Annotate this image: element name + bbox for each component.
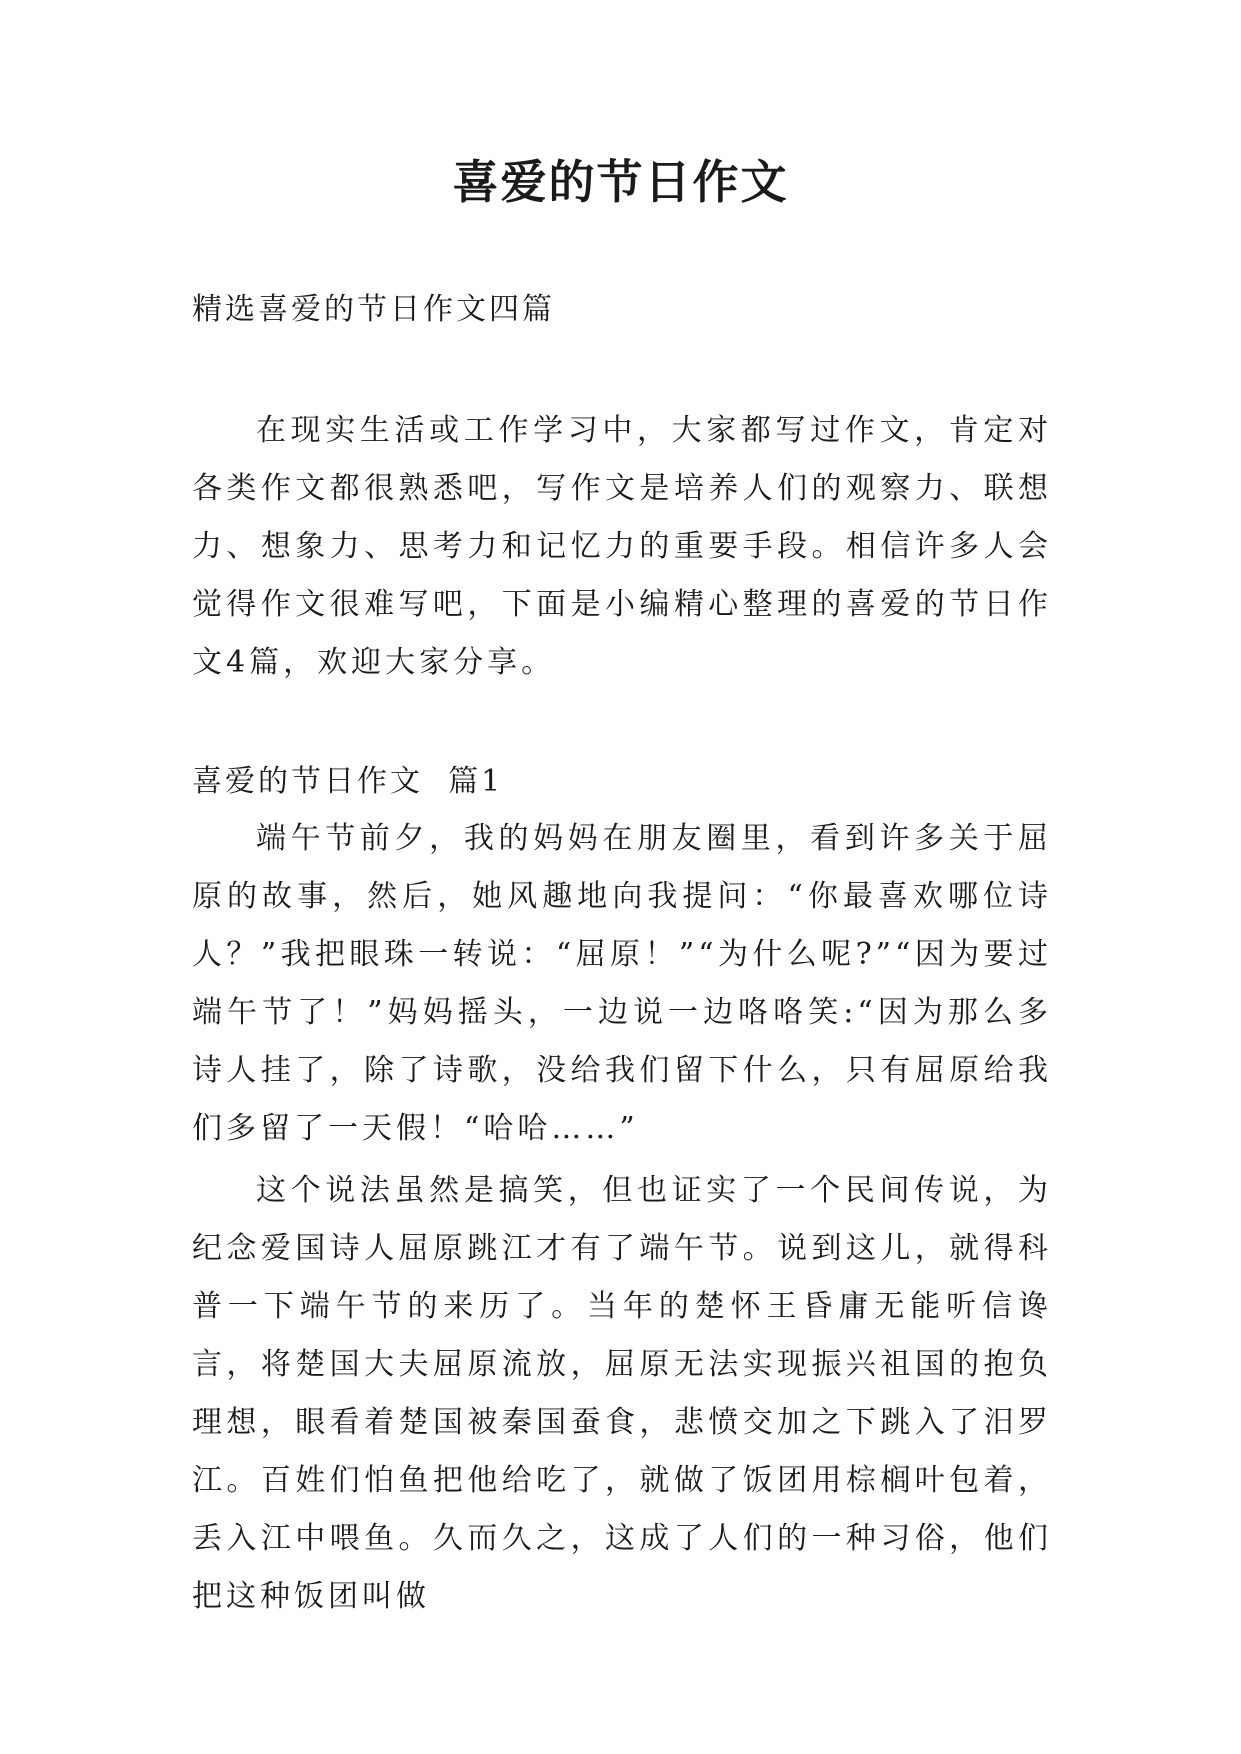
section-heading: 喜爱的节日作文 篇1 (192, 764, 504, 799)
body-paragraph: 这个说法虽然是搞笑，但也证实了一个民间传说，为纪念爱国诗人屈原跳江才有了端午节。说到这儿，就得科普一下端午节的来历了。当年的楚怀王昏庸无能听信谗言，将楚国大夫屈原流放，屈原无法实现振兴祖国的抱负理想，眼看着楚国被秦国蚕食，悲愤交加之下跳入了汨罗江。百姓们怕鱼把他给吃了，就做了饭团用棕榈叶包着，丢入江中喂鱼。久而久之，这成了人们的一种习俗，他们把这种饭团叫做 (192, 1173, 1052, 1614)
intro-paragraph: 在现实生活或工作学习中，大家都写过作文，肯定对各类作文都很熟悉吧，写作文是培养人们的观察力、联想力、想象力、思考力和记忆力的重要手段。相信许多人会觉得作文很难写吧，下面是小编精心整理的喜爱的节日作文4篇，欢迎大家分享。 (192, 413, 1052, 680)
document-title: 喜爱的节日作文 (452, 155, 789, 209)
document-subtitle: 精选喜爱的节日作文四篇 (192, 292, 555, 327)
body-paragraph: 端午节前夕，我的妈妈在朋友圈里，看到许多关于屈原的故事，然后，她风趣地向我提问：“你最喜欢哪位诗人？”我把眼珠一转说：“屈原！”“为什么呢?”“因为要过端午节了！”妈妈摇头，一边说一边咯咯笑:“因为那么多诗人挂了，除了诗歌，没给我们留下什么，只有屈原给我们多留了一天假！“哈哈……” (192, 821, 1052, 1146)
